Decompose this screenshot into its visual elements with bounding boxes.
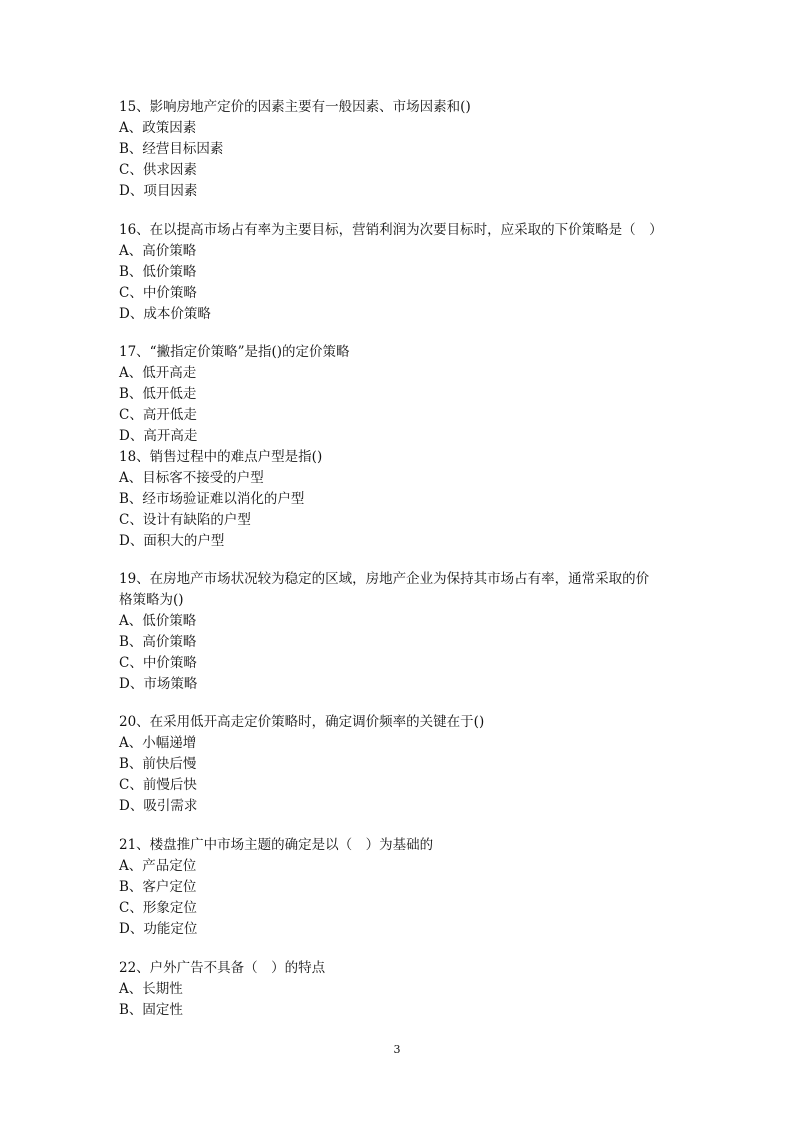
option-22-b: B、固定性 xyxy=(119,1002,183,1018)
question-16: 16、在以提高市场占有率为主要目标，营销利润为次要目标时，应采取的下价策略是（ ） xyxy=(119,222,663,238)
option-17-c: C、高开低走 xyxy=(119,407,197,423)
option-17-a: A、低开高走 xyxy=(119,365,197,381)
option-16-b: B、低价策略 xyxy=(119,264,197,280)
option-18-a: A、目标客不接受的户型 xyxy=(119,470,264,486)
option-15-d: D、项目因素 xyxy=(119,183,198,199)
option-21-c: C、形象定位 xyxy=(119,900,197,916)
option-18-c: C、设计有缺陷的户型 xyxy=(119,512,251,528)
option-19-b: B、高价策略 xyxy=(119,634,197,650)
question-21: 21、楼盘推广中市场主题的确定是以（ ）为基础的 xyxy=(119,837,434,853)
option-18-d: D、面积大的户型 xyxy=(119,533,225,549)
option-16-a: A、高价策略 xyxy=(119,243,197,259)
option-16-d: D、成本价策略 xyxy=(119,306,211,322)
option-19-a: A、低价策略 xyxy=(119,613,197,629)
option-20-c: C、前慢后快 xyxy=(119,777,197,793)
option-21-d: D、功能定位 xyxy=(119,921,198,937)
option-15-c: C、供求因素 xyxy=(119,162,197,178)
option-16-c: C、中价策略 xyxy=(119,285,197,301)
question-17: 17、“撇指定价策略”是指()的定价策略 xyxy=(119,344,350,360)
option-17-b: B、低开低走 xyxy=(119,386,197,402)
option-20-b: B、前快后慢 xyxy=(119,756,197,772)
option-20-d: D、吸引需求 xyxy=(119,798,198,814)
question-18: 18、销售过程中的难点户型是指() xyxy=(119,449,323,465)
option-15-b: B、经营目标因素 xyxy=(119,141,224,157)
question-22: 22、户外广告不具备（ ）的特点 xyxy=(119,960,326,976)
question-20: 20、在采用低开高走定价策略时，确定调价频率的关键在于() xyxy=(119,714,485,730)
question-19-continued: 格策略为() xyxy=(119,592,184,608)
option-21-a: A、产品定位 xyxy=(119,858,197,874)
option-19-c: C、中价策略 xyxy=(119,655,197,671)
option-21-b: B、客户定位 xyxy=(119,879,197,895)
option-19-d: D、市场策略 xyxy=(119,676,198,692)
question-15: 15、影响房地产定价的因素主要有一般因素、市场因素和() xyxy=(119,99,471,115)
question-19: 19、在房地产市场状况较为稳定的区域，房地产企业为保持其市场占有率，通常采取的价 xyxy=(119,571,650,587)
option-20-a: A、小幅递增 xyxy=(119,735,197,751)
option-15-a: A、政策因素 xyxy=(119,120,197,136)
page-number: 3 xyxy=(393,1043,401,1056)
option-17-d: D、高开高走 xyxy=(119,428,198,444)
option-22-a: A、长期性 xyxy=(119,981,183,997)
option-18-b: B、经市场验证难以消化的户型 xyxy=(119,491,305,507)
